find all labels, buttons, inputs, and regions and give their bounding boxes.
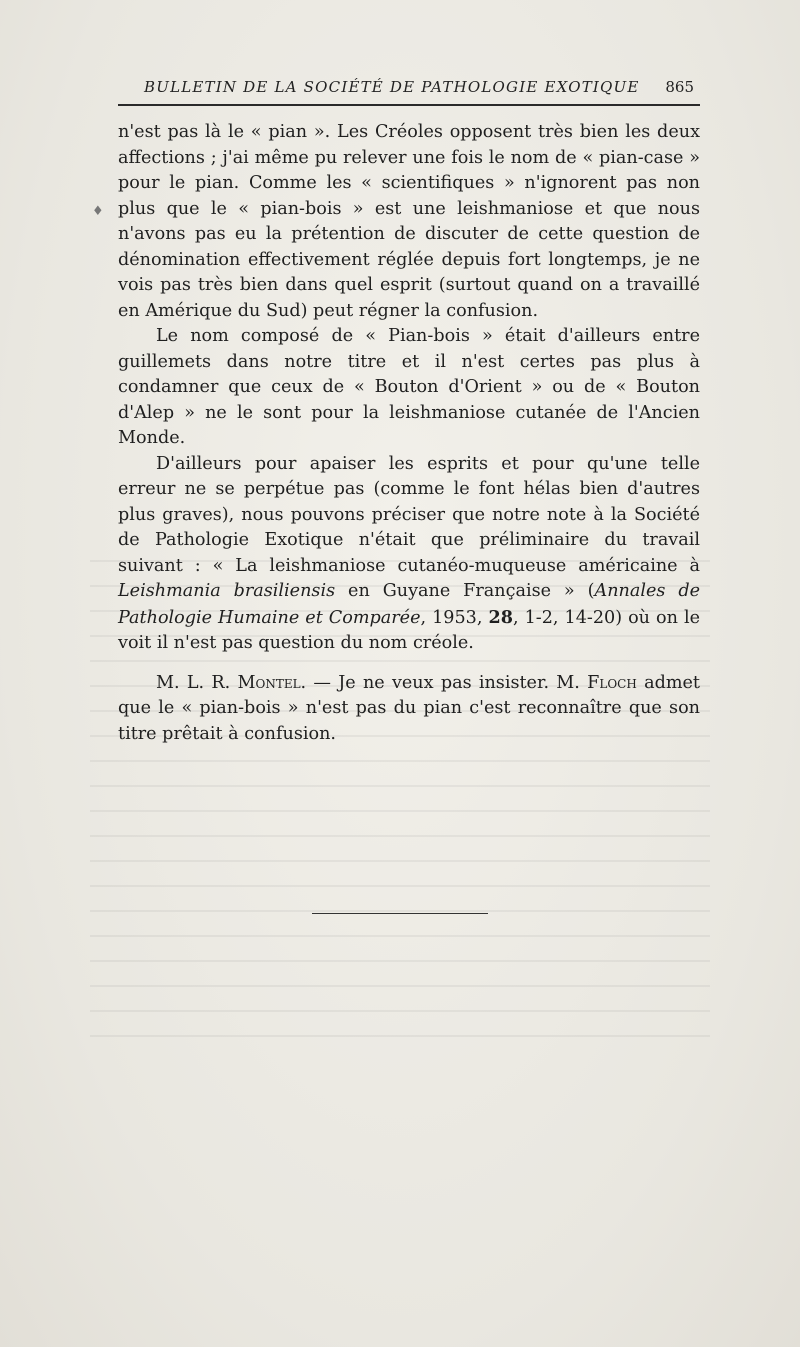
speaker-name: M. L. R. Montel. xyxy=(156,672,307,693)
cited-author-name: Floch xyxy=(587,672,637,693)
page-header xyxy=(118,74,700,106)
paragraph-4 xyxy=(118,671,700,748)
margin-mark-icon: ♦ xyxy=(92,204,104,219)
journal-name: Annales de Pathologie Humaine et Comparée xyxy=(118,581,700,628)
running-title: BULLETIN DE LA SOCIÉTÉ DE PATHOLOGIE EXOTIQUE xyxy=(144,78,640,96)
paragraph-4-text-a: — Je ne veux pas insister. M. xyxy=(306,672,588,693)
paragraph-2: Le nom composé de « Pian-bois » était d'ailleurs entre guillemets dans notre titre et il n'est certes pas plus à condamner que ceux de « Bouton d'Orient » ou de « Bouton d'Alep » ne le sont pour la leishmaniose cutanée de l'Ancien Monde. xyxy=(118,326,700,448)
paragraph-3 xyxy=(118,452,700,657)
page-number: 865 xyxy=(665,78,694,96)
section-end-rule xyxy=(312,913,488,914)
species-name: Leishmania brasiliensis xyxy=(118,581,336,601)
volume-number: 28 xyxy=(488,606,513,628)
article-body xyxy=(118,120,700,747)
paragraph-4-text-b: admet que le « pian-bois » n'est pas du pian c'est reconnaître que son titre prêtait à confusion. xyxy=(118,672,700,744)
paragraph-3-text-b: en Guyane Française » ( xyxy=(335,581,595,601)
paragraph-3-text-c: , 1953, xyxy=(420,607,489,628)
paragraph-3-text-a: D'ailleurs pour apaiser les esprits et pour qu'une telle erreur ne se perpétue pas (comme le font hélas bien d'autres plus graves), nous pouvons préciser que notre note à la Société de Pathologie Exotique n'était que préliminaire du travail suivant : « La leishmaniose cutanéo-muqueuse américaine à xyxy=(118,453,700,576)
paragraph-1: n'est pas là le « pian ». Les Créoles opposent très bien les deux affections ; j'ai même pu relever une fois le nom de « pian-case » pour le pian. Comme les « scientifiques » n'ignorent pas non plus que le « pian-bois » est une leishmaniose et que nous n'avons pas eu la prétention de discuter de cette question de dénomination effectivement réglée depuis fort longtemps, je ne vois pas très bien dans quel esprit (surtout quand on a travaillé en Amérique du Sud) peut régner la confusion. xyxy=(118,122,700,321)
paragraph-3-text-d: , 1-2, 14-20) où on le voit il n'est pas question du nom créole. xyxy=(118,607,700,653)
